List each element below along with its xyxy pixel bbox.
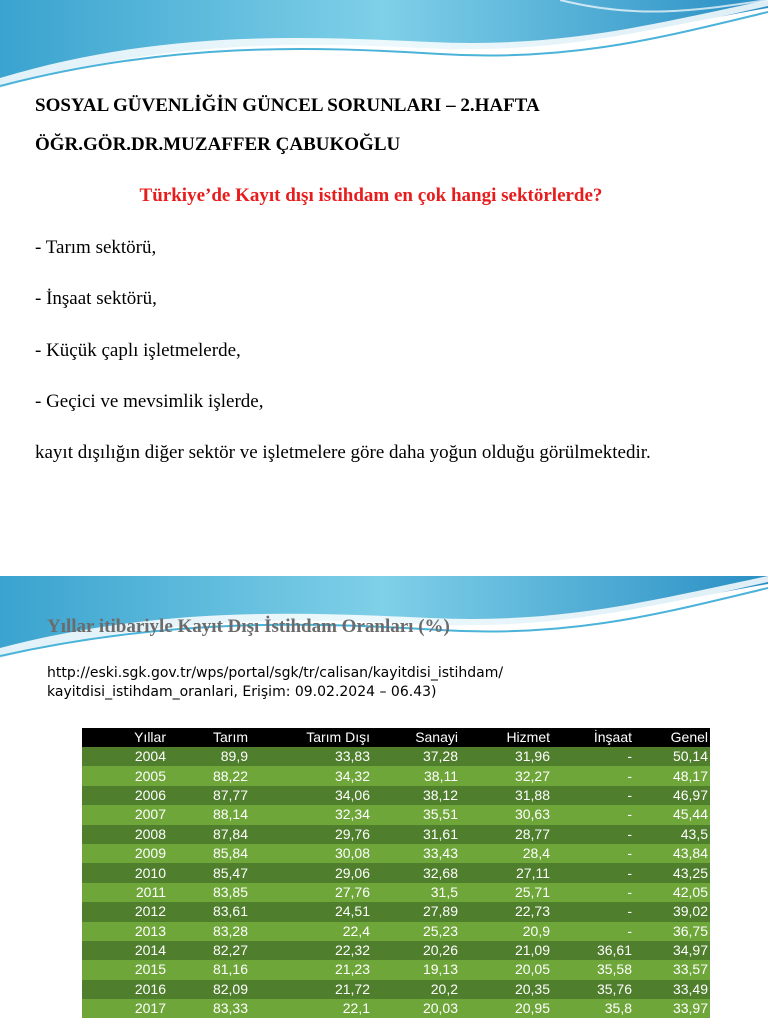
- table-cell: 2012: [82, 902, 168, 921]
- table-cell: 20,2: [372, 980, 460, 999]
- table-cell: 27,11: [460, 863, 552, 882]
- table-cell: 21,23: [250, 960, 372, 979]
- table-cell: 83,85: [168, 883, 250, 902]
- wave-decoration: [0, 0, 768, 100]
- table-cell: 35,51: [372, 805, 460, 824]
- table-cell: 2017: [82, 999, 168, 1018]
- table-cell: 22,4: [250, 922, 372, 941]
- conclusion-text: kayıt dışılığın diğer sektör ve işletmelere göre daha yoğun olduğu görülmektedir.: [35, 442, 651, 463]
- table-cell: -: [552, 825, 634, 844]
- table-row: [82, 844, 710, 863]
- table-header-cell: İnşaat: [552, 728, 634, 747]
- table-cell: 25,23: [372, 922, 460, 941]
- table-row: [82, 805, 710, 824]
- table-cell: 30,63: [460, 805, 552, 824]
- table-cell: 48,17: [634, 766, 710, 785]
- table-cell: -: [552, 883, 634, 902]
- table-cell: 38,12: [372, 786, 460, 805]
- table-cell: 20,35: [460, 980, 552, 999]
- table-cell: 2015: [82, 960, 168, 979]
- table-cell: 35,8: [552, 999, 634, 1018]
- informal-employment-table: [82, 728, 710, 1018]
- table-row: [82, 747, 710, 766]
- table-cell: 24,51: [250, 902, 372, 921]
- table-cell: 36,75: [634, 922, 710, 941]
- table-cell: 82,27: [168, 941, 250, 960]
- table-cell: 87,77: [168, 786, 250, 805]
- table-cell: 45,44: [634, 805, 710, 824]
- table-header-row: [82, 728, 710, 747]
- table-cell: 27,76: [250, 883, 372, 902]
- table-cell: 2005: [82, 766, 168, 785]
- bullet-item: - İnşaat sektörü,: [35, 288, 157, 309]
- table-row: [82, 786, 710, 805]
- table-cell: 31,5: [372, 883, 460, 902]
- table-cell: 89,9: [168, 747, 250, 766]
- data-table-wrapper: [82, 728, 710, 1018]
- table-cell: -: [552, 863, 634, 882]
- table-cell: -: [552, 747, 634, 766]
- table-cell: 22,32: [250, 941, 372, 960]
- table-cell: 29,06: [250, 863, 372, 882]
- table-cell: 88,22: [168, 766, 250, 785]
- table-cell: 30,08: [250, 844, 372, 863]
- table-cell: 83,61: [168, 902, 250, 921]
- table-cell: 22,73: [460, 902, 552, 921]
- table-cell: 31,96: [460, 747, 552, 766]
- table-cell: 46,97: [634, 786, 710, 805]
- table-cell: 34,97: [634, 941, 710, 960]
- table-cell: 20,26: [372, 941, 460, 960]
- table-row: [82, 825, 710, 844]
- question-heading: Türkiye’de Kayıt dışı istihdam en çok hangi sektörlerde?: [139, 185, 603, 206]
- table-row: [82, 902, 710, 921]
- table-cell: 31,61: [372, 825, 460, 844]
- source-line-2: kayitdisi_istihdam_oranlari, Erişim: 09.02.2024 – 06.43): [47, 684, 437, 700]
- table-cell: 2006: [82, 786, 168, 805]
- table-cell: 2011: [82, 883, 168, 902]
- table-cell: 33,97: [634, 999, 710, 1018]
- bullet-item: - Geçici ve mevsimlik işlerde,: [35, 391, 264, 412]
- author-line: ÖĞR.GÖR.DR.MUZAFFER ÇABUKOĞLU: [35, 134, 401, 155]
- table-cell: 83,28: [168, 922, 250, 941]
- bullet-item: - Küçük çaplı işletmelerde,: [35, 340, 241, 361]
- slide-title: SOSYAL GÜVENLİĞİN GÜNCEL SORUNLARI – 2.HAFTA: [35, 95, 540, 116]
- table-cell: 35,76: [552, 980, 634, 999]
- table-header-cell: Tarım: [168, 728, 250, 747]
- slide-2: [0, 576, 768, 1024]
- table-cell: 28,77: [460, 825, 552, 844]
- table-cell: 20,05: [460, 960, 552, 979]
- table-cell: 2013: [82, 922, 168, 941]
- table-row: [82, 922, 710, 941]
- table-cell: 50,14: [634, 747, 710, 766]
- table-header-cell: Sanayi: [372, 728, 460, 747]
- source-line-1: http://eski.sgk.gov.tr/wps/portal/sgk/tr/calisan/kayitdisi_istihdam/: [47, 665, 504, 681]
- table-header-cell: Genel: [634, 728, 710, 747]
- table-header-cell: Tarım Dışı: [250, 728, 372, 747]
- table-cell: 33,83: [250, 747, 372, 766]
- table-cell: 27,89: [372, 902, 460, 921]
- table-cell: 2010: [82, 863, 168, 882]
- table-row: [82, 766, 710, 785]
- table-header-cell: Yıllar: [82, 728, 168, 747]
- table-cell: 43,25: [634, 863, 710, 882]
- table-cell: 2007: [82, 805, 168, 824]
- table-cell: 2014: [82, 941, 168, 960]
- table-cell: 36,61: [552, 941, 634, 960]
- table-cell: 35,58: [552, 960, 634, 979]
- table-cell: 2009: [82, 844, 168, 863]
- table-header-cell: Hizmet: [460, 728, 552, 747]
- table-cell: 32,34: [250, 805, 372, 824]
- table-cell: 21,72: [250, 980, 372, 999]
- table-cell: 2016: [82, 980, 168, 999]
- table-cell: -: [552, 766, 634, 785]
- table-body: [82, 747, 710, 1018]
- table-cell: 33,43: [372, 844, 460, 863]
- table-row: [82, 883, 710, 902]
- table-cell: 31,88: [460, 786, 552, 805]
- table-cell: 2004: [82, 747, 168, 766]
- table-cell: 2008: [82, 825, 168, 844]
- table-cell: 82,09: [168, 980, 250, 999]
- table-row: [82, 960, 710, 979]
- table-title: Yıllar itibariyle Kayıt Dışı İstihdam Oranları (%): [47, 616, 450, 637]
- table-cell: 38,11: [372, 766, 460, 785]
- table-cell: 39,02: [634, 902, 710, 921]
- table-cell: 21,09: [460, 941, 552, 960]
- bullet-item: - Tarım sektörü,: [35, 237, 157, 258]
- table-cell: 34,32: [250, 766, 372, 785]
- table-row: [82, 863, 710, 882]
- table-cell: 29,76: [250, 825, 372, 844]
- table-cell: 87,84: [168, 825, 250, 844]
- table-cell: 28,4: [460, 844, 552, 863]
- table-cell: 85,47: [168, 863, 250, 882]
- table-cell: 22,1: [250, 999, 372, 1018]
- table-row: [82, 999, 710, 1018]
- table-cell: 20,03: [372, 999, 460, 1018]
- table-cell: 33,49: [634, 980, 710, 999]
- table-cell: -: [552, 844, 634, 863]
- table-cell: -: [552, 786, 634, 805]
- table-cell: -: [552, 902, 634, 921]
- table-cell: 85,84: [168, 844, 250, 863]
- table-cell: 88,14: [168, 805, 250, 824]
- table-cell: 19,13: [372, 960, 460, 979]
- table-cell: 32,27: [460, 766, 552, 785]
- table-row: [82, 980, 710, 999]
- table-cell: 42,05: [634, 883, 710, 902]
- table-cell: -: [552, 805, 634, 824]
- table-cell: 81,16: [168, 960, 250, 979]
- table-cell: 20,95: [460, 999, 552, 1018]
- table-cell: 32,68: [372, 863, 460, 882]
- table-cell: 83,33: [168, 999, 250, 1018]
- table-cell: 43,84: [634, 844, 710, 863]
- table-cell: 43,5: [634, 825, 710, 844]
- table-cell: 20,9: [460, 922, 552, 941]
- table-cell: 33,57: [634, 960, 710, 979]
- table-cell: 25,71: [460, 883, 552, 902]
- table-cell: 34,06: [250, 786, 372, 805]
- source-link: [47, 664, 503, 702]
- table-cell: -: [552, 922, 634, 941]
- table-row: [82, 941, 710, 960]
- table-cell: 37,28: [372, 747, 460, 766]
